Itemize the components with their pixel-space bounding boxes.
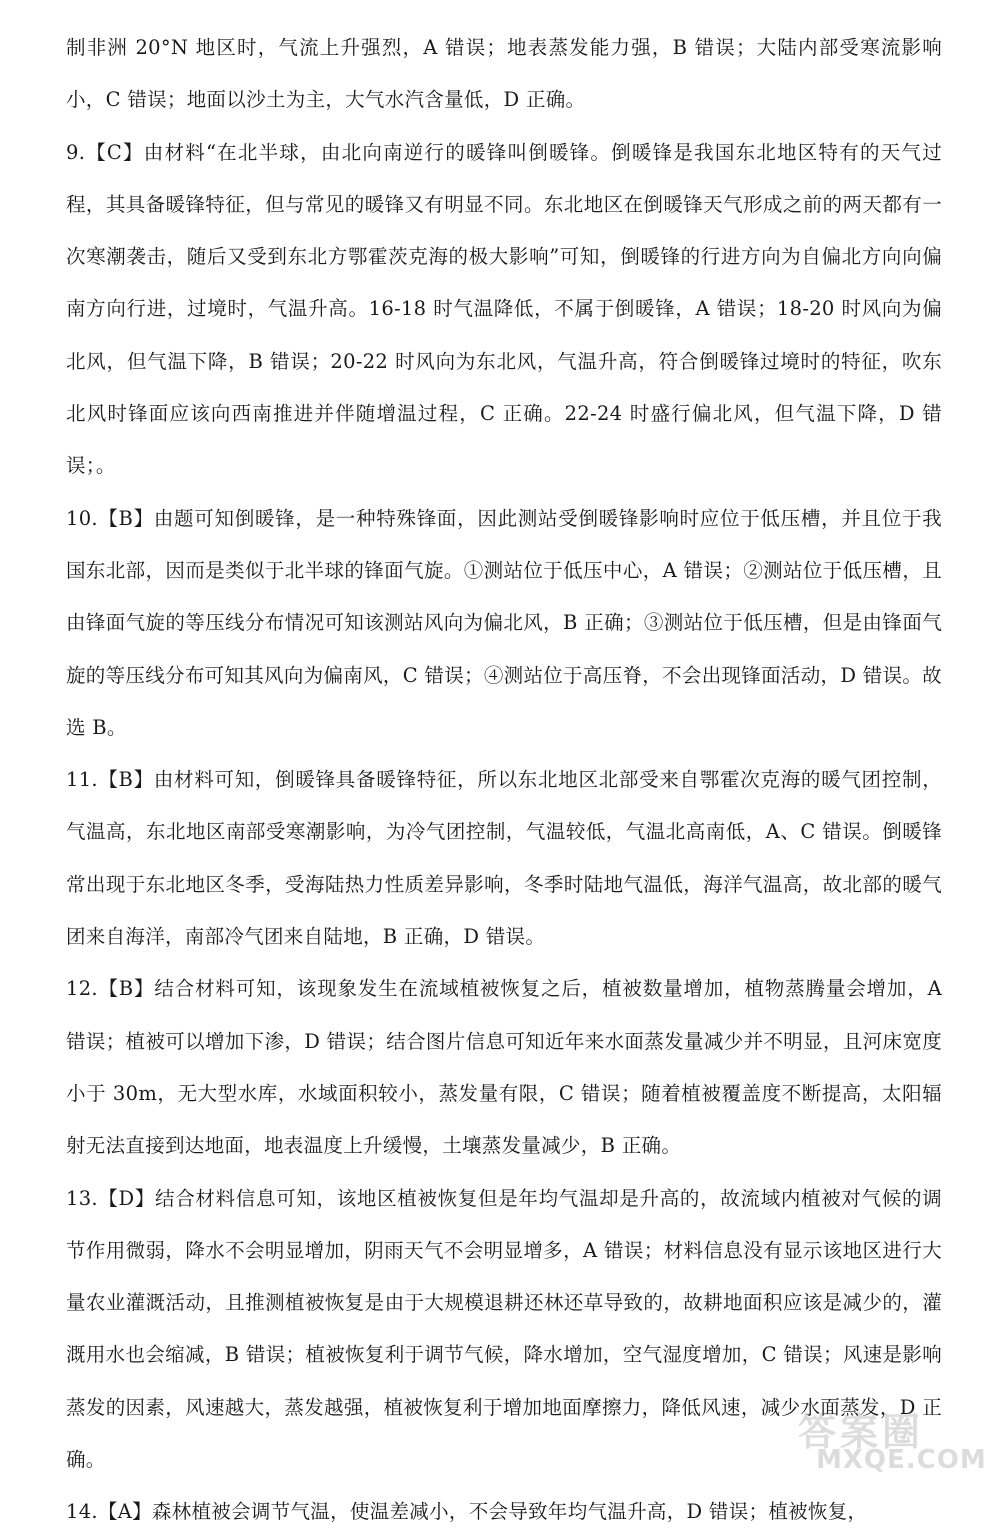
watermark-logo-text: 答案圈 (798, 1410, 925, 1454)
site-watermark (798, 1401, 988, 1481)
watermark-url: MXQE.COM (816, 1445, 987, 1475)
paragraph-q9: 9.【C】由材料“在北半球，由北向南逆行的暖锋叫倒暖锋。倒暖锋是我国东北地区特有的天气过程，其具备暖锋特征，但与常见的暖锋又有明显不同。东北地区在倒暖锋天气形成之前的两天都有一次寒潮袭击，随后又受到东北方鄂霍茨克海的极大影响”可知，倒暖锋的行进方向为自偏北方向向偏南方向行进，过境时，气温升高。16-18 时气温降低，不属于倒暖锋，A 错误；18-20 时风向为偏北风，但气温下降，B 错误；20-22 时风向为东北风，气温升高，符合倒暖锋过境时的特征，吹东北风时锋面应该向西南推进并伴随增温过程，C 正确。22-24 时盛行偏北风，但气温下降，D 错误；。 (66, 140, 942, 478)
paragraph-q12: 12.【B】结合材料可知，该现象发生在流域植被恢复之后，植被数量增加，植物蒸腾量会增加，A 错误；植被可以增加下渗，D 错误；结合图片信息可知近年来水面蒸发量减少并不明显，且河床宽度小于 30m，无大型水库，水域面积较小，蒸发量有限，C 错误；随着植被覆盖度不断提高，太阳辐射无法直接到达地面，地表温度上升缓慢，土壤蒸发量减少，B 正确。 (66, 977, 942, 1158)
answer-explanation-text (66, 22, 942, 1539)
paragraph-q11: 11.【B】由材料可知，倒暖锋具备暖锋特征，所以东北地区北部受来自鄂霍次克海的暖气团控制，气温高，东北地区南部受寒潮影响，为冷气团控制，气温较低，气温北高南低，A、C 错误。倒暖锋常出现于东北地区冬季，受海陆热力性质差异影响，冬季时陆地气温低，海洋气温高，故北部的暖气团来自海洋，南部冷气团来自陆地，B 正确，D 错误。 (66, 768, 942, 949)
paragraph-q8-continuation: 制非洲 20°N 地区时，气流上升强烈，A 错误；地表蒸发能力强，B 错误；大陆内部受寒流影响小，C 错误；地面以沙土为主，大气水汽含量低，D 正确。 (66, 36, 942, 112)
paragraph-q14: 14.【A】森林植被会调节气温，使温差减小，不会导致年均气温升高，D 错误；植被恢复， (66, 1500, 868, 1524)
paragraph-q13: 13.【D】结合材料信息可知，该地区植被恢复但是年均气温却是升高的，故流域内植被对气候的调节作用微弱，降水不会明显增加，阴雨天气不会明显增多，A 错误；材料信息没有显示该地区进行大量农业灌溉活动，且推测植被恢复是由于大规模退耕还林还草导致的，故耕地面积应该是减少的，灌溉用水也会缩减，B 错误；植被恢复利于调节气候，降水增加，空气湿度增加，C 错误；风速是影响蒸发的因素，风速越大，蒸发越强，植被恢复利于增加地面摩擦力，降低风速，减少水面蒸发，D 正确。 (66, 1186, 942, 1472)
paragraph-q10: 10.【B】由题可知倒暖锋，是一种特殊锋面，因此测站受倒暖锋影响时应位于低压槽，并且位于我国东北部，因而是类似于北半球的锋面气旋。①测站位于低压中心，A 错误；②测站位于低压槽，且由锋面气旋的等压线分布情况可知该测站风向为偏北风，B 正确；③测站位于低压槽，但是由锋面气旋的等压线分布可知其风向为偏南风，C 错误；④测站位于高压脊，不会出现锋面活动，D 错误。故选 B。 (66, 506, 942, 739)
